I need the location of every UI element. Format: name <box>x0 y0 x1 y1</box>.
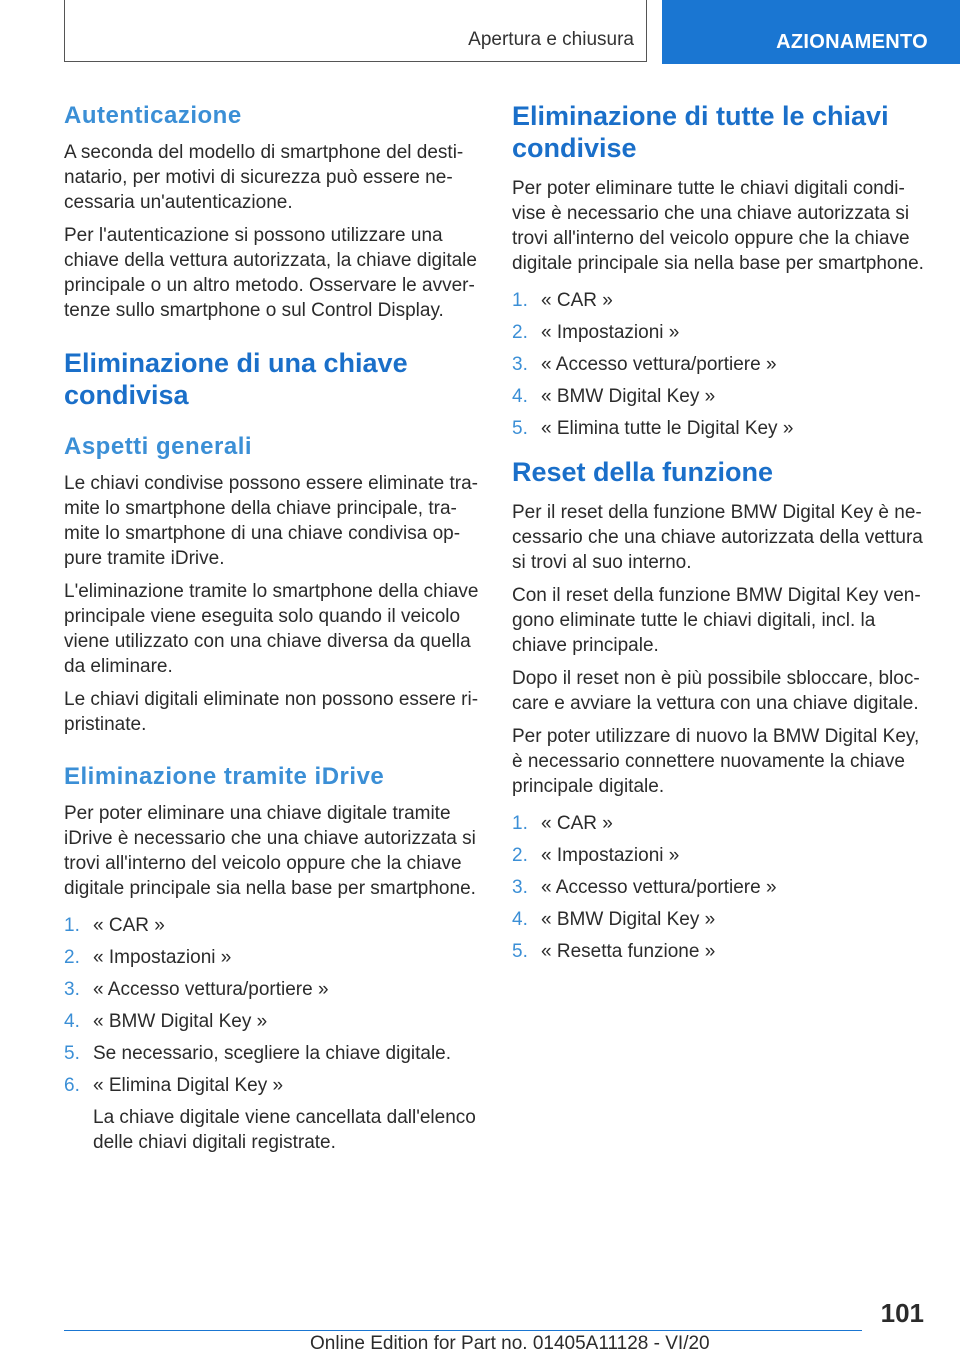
step-number: 3. <box>512 877 528 898</box>
step-text: « Resetta funzione » <box>541 941 716 962</box>
list-item <box>64 913 482 938</box>
step-text: « Impostazioni » <box>541 845 680 866</box>
step-number: 1. <box>64 915 80 936</box>
step-number: 6. <box>64 1075 80 1096</box>
step-number: 1. <box>512 290 528 311</box>
paragraph: Per il reset della funzione BMW Digital Key è necessario che una chiave autorizzata della vettura si trovi al suo interno. <box>512 502 923 573</box>
step-text: « Impostazioni » <box>541 322 680 343</box>
step-number: 4. <box>512 909 528 930</box>
heading-reset: Reset della funzione <box>512 457 774 487</box>
footer-divider <box>64 1330 862 1331</box>
list-item <box>64 1009 482 1034</box>
heading-aspetti-generali: Aspetti generali <box>64 433 253 460</box>
section-title: Apertura e chiusura <box>468 29 634 50</box>
steps-list <box>512 288 930 441</box>
step-text: « CAR » <box>541 813 613 834</box>
paragraph: Per l'autenticazione si possono utilizzare una chiave della vettura autorizzata, la chiave digitale principale o un altro metodo. Osservare le avvertenze sullo smartphone o sul Control Display. <box>64 225 477 321</box>
page-number: 101 <box>880 1298 924 1328</box>
heading-autenticazione: Autenticazione <box>64 102 242 129</box>
list-item <box>512 875 930 900</box>
page-header <box>64 0 960 64</box>
list-item <box>512 907 930 932</box>
list-item <box>512 288 930 313</box>
step-text: « BMW Digital Key » <box>541 386 716 407</box>
section-title-box <box>64 0 647 62</box>
list-item <box>512 352 930 377</box>
paragraph: Per poter utilizzare di nuovo la BMW Digital Key, è necessario connettere nuovamente la chiave principale digitale. <box>512 726 920 797</box>
chapter-tab <box>662 0 960 64</box>
list-item <box>64 1041 482 1066</box>
paragraph: Con il reset della funzione BMW Digital Key vengono eliminate tutte le chiavi digitali, incl. la chiave principale. <box>512 585 921 656</box>
heading-eliminazione-tutte: Eliminazione di tutte le chiavi condivise <box>512 101 889 163</box>
step-text: « Elimina Digital Key » <box>93 1075 284 1096</box>
paragraph: Le chiavi condivise possono essere eliminate tramite lo smartphone della chiave principale, tramite lo smartphone di una chiave condivisa oppure tramite iDrive. <box>64 473 478 569</box>
step-number: 2. <box>64 947 80 968</box>
step-text: « Accesso vettura/portiere » <box>541 877 777 898</box>
left-column <box>64 100 482 1162</box>
right-column <box>512 100 930 971</box>
step-text: « BMW Digital Key » <box>541 909 716 930</box>
list-item <box>512 939 930 964</box>
paragraph: Le chiavi digitali eliminate non possono essere ripristinate. <box>64 689 479 735</box>
list-item <box>64 945 482 970</box>
step-number: 5. <box>64 1043 80 1064</box>
step-text: « Impostazioni » <box>93 947 232 968</box>
step-text: « Accesso vettura/portiere » <box>93 979 329 1000</box>
step-text: « CAR » <box>93 915 165 936</box>
step-number: 1. <box>512 813 528 834</box>
steps-list <box>512 811 930 964</box>
step-text: « CAR » <box>541 290 613 311</box>
paragraph: Per poter eliminare una chiave digitale tramite iDrive è necessario che una chiave autorizzata si trovi all'interno del veicolo oppure che la chiave digitale principale sia nella base per smartphone. <box>64 803 476 899</box>
step-number: 4. <box>64 1011 80 1032</box>
heading-eliminazione-chiave: Eliminazione di una chiave condivisa <box>64 348 408 410</box>
step-number: 4. <box>512 386 528 407</box>
list-item <box>512 811 930 836</box>
paragraph: L'eliminazione tramite lo smartphone della chiave principale viene eseguita solo quando il veicolo viene utilizzato con una chiave diversa da quella da eliminare. <box>64 581 479 677</box>
list-item <box>512 384 930 409</box>
paragraph: A seconda del modello di smartphone del destinatario, per motivi di sicurezza può essere necessaria un'autenticazione. <box>64 142 464 213</box>
heading-eliminazione-idrive: Eliminazione tramite iDrive <box>64 763 385 790</box>
step-text: « Accesso vettura/portiere » <box>541 354 777 375</box>
step-number: 3. <box>64 979 80 1000</box>
steps-list <box>64 913 482 1155</box>
step-number: 3. <box>512 354 528 375</box>
list-item <box>64 977 482 1002</box>
step-note: La chiave digitale viene cancellata dall'elenco delle chiavi digitali registrate. <box>93 1107 476 1153</box>
step-text: « BMW Digital Key » <box>93 1011 268 1032</box>
chapter-title: AZIONAMENTO <box>776 31 928 53</box>
paragraph: Dopo il reset non è più possibile sbloccare, bloccare e avviare la vettura con una chiave digitale. <box>512 668 920 714</box>
step-number: 2. <box>512 845 528 866</box>
edition-text: Online Edition for Part no. 01405A11128 - VI/20 <box>310 1333 710 1354</box>
step-number: 5. <box>512 418 528 439</box>
step-text: « Elimina tutte le Digital Key » <box>541 418 794 439</box>
list-item <box>512 320 930 345</box>
step-text: Se necessario, scegliere la chiave digitale. <box>93 1043 452 1064</box>
paragraph: Per poter eliminare tutte le chiavi digitali condivise è necessario che una chiave autorizzata si trovi all'interno del veicolo oppure che la chiave digitale principale sia nella base per smartphone. <box>512 178 924 274</box>
step-number: 5. <box>512 941 528 962</box>
step-number: 2. <box>512 322 528 343</box>
list-item <box>64 1073 482 1155</box>
list-item <box>512 416 930 441</box>
list-item <box>512 843 930 868</box>
